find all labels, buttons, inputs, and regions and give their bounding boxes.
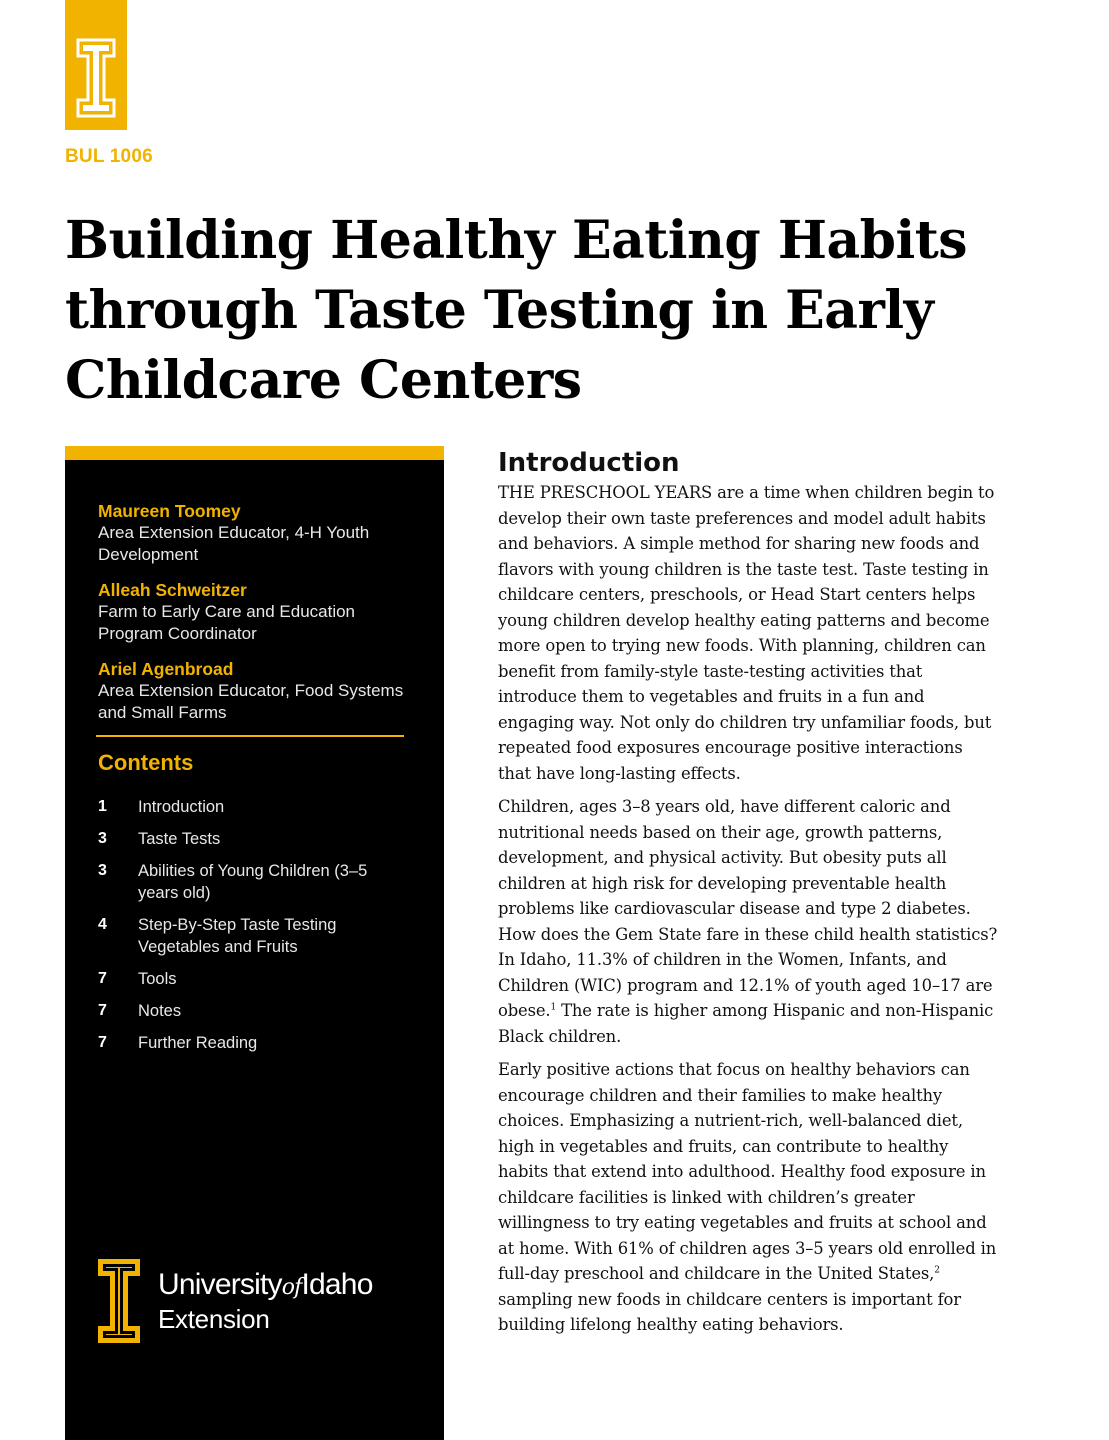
brand-name-part1: University (158, 1268, 282, 1301)
author-list (98, 500, 418, 737)
intro-paragraph-3 (498, 1057, 998, 1338)
author-item (98, 658, 418, 724)
toc-label: Step-By-Step Taste Testing Vegetables and Fruits (138, 916, 337, 956)
contents-heading: Contents (98, 750, 194, 775)
toc-page-number: 7 (98, 1002, 107, 1019)
toc-label: Notes (138, 1002, 182, 1020)
toc-label: Further Reading (138, 1034, 258, 1052)
author-title: Area Extension Educator, Food Systems and Small Farms (98, 681, 404, 722)
brand-name (158, 1268, 373, 1302)
author-item (98, 579, 418, 645)
toc-page-number: 3 (98, 830, 107, 847)
brand-name-of: of (281, 1275, 302, 1300)
university-extension-logo (97, 1258, 417, 1348)
bulletin-number: BUL 1006 (65, 146, 153, 167)
author-title: Area Extension Educator, 4-H Youth Development (98, 523, 370, 564)
author-title: Farm to Early Care and Education Program Coordinator (98, 602, 356, 643)
author-item (98, 500, 418, 566)
toc-label: Introduction (138, 798, 225, 816)
footnote-ref[interactable]: 1 (550, 1002, 557, 1013)
logo-tab (65, 0, 127, 130)
author-name: Ariel Agenbroad (98, 659, 234, 679)
author-name: Maureen Toomey (98, 501, 241, 521)
toc-item-step-by-step[interactable] (98, 914, 398, 958)
toc-page-number: 7 (98, 970, 107, 987)
toc-item-notes[interactable] (98, 1000, 398, 1022)
brand-name-part2: Idaho (301, 1268, 373, 1301)
toc-item-abilities[interactable] (98, 860, 398, 904)
paragraph-text: The rate is higher among Hispanic and non-Hispanic Black children. (498, 1001, 994, 1046)
sidebar-divider (96, 735, 404, 737)
intro-paragraph-2 (498, 794, 998, 1049)
block-i-logo-icon (97, 1258, 141, 1344)
intro-paragraph-1: THE PRESCHOOL YEARS are a time when children begin to develop their own taste preferences and model adult habits and behaviors. A simple method for sharing new foods and flavors with young children is the taste test. Taste testing in childcare centers, preschools, or Head Start centers helps young children develop healthy eating patterns and become more open to trying new foods. With planning, children can benefit from family-style taste-testing activities that introduce them to vegetables and fruits in a fun and engaging way. Not only do children try unfamiliar foods, but repeated food exposures encourage positive interactions that have long-lasting effects. (498, 483, 995, 783)
toc-page-number: 1 (98, 798, 107, 815)
page-title: Building Healthy Eating Habits through Taste Testing in Early Childcare Centers (65, 210, 968, 411)
toc-page-number: 4 (98, 916, 107, 933)
toc-label: Tools (138, 970, 177, 988)
block-i-logo-icon (76, 38, 116, 118)
toc-page-number: 3 (98, 862, 107, 879)
author-name: Alleah Schweitzer (98, 580, 247, 600)
toc-item-tools[interactable] (98, 968, 398, 990)
toc-label: Abilities of Young Children (3–5 years old) (138, 862, 368, 902)
toc-item-further-reading[interactable] (98, 1032, 398, 1054)
sidebar (65, 446, 444, 1440)
paragraph-text: sampling new foods in childcare centers is important for building lifelong healthy eating behaviors. (498, 1289, 961, 1334)
brand-subtitle: Extension (158, 1304, 270, 1334)
paragraph-text: Early positive actions that focus on healthy behaviors can encourage children and their families to make healthy choices. Emphasizing a nutrient-rich, well-balanced diet, high in vegetables and fruits, can contribute to healthy habits that extend into adulthood. Healthy food exposure in childcare facilities is linked with children’s greater willingness to try eating vegetables and fruits at school and at home. With 61% of children ages 3–5 years old enrolled in full-day preschool and childcare in the United States, (498, 1060, 997, 1283)
section-heading-introduction: Introduction (498, 448, 680, 478)
toc-label: Taste Tests (138, 830, 221, 848)
toc-item-taste-tests[interactable] (98, 828, 398, 850)
toc-item-introduction[interactable] (98, 796, 398, 818)
toc-page-number: 7 (98, 1034, 107, 1051)
paragraph-text: Children, ages 3–8 years old, have different caloric and nutritional needs based on their age, growth patterns, development, and physical activity. But obesity puts all children at high risk for developing preventable health problems like cardiovascular disease and type 2 diabetes. How does the Gem State fare in these child health statistics? In Idaho, 11.3% of children in the Women, Infants, and Children (WIC) program and 12.1% of youth aged 10–17 are obese. (498, 797, 998, 1020)
main-content (498, 446, 998, 1346)
footnote-ref[interactable]: 2 (934, 1265, 940, 1276)
table-of-contents (98, 796, 398, 1064)
